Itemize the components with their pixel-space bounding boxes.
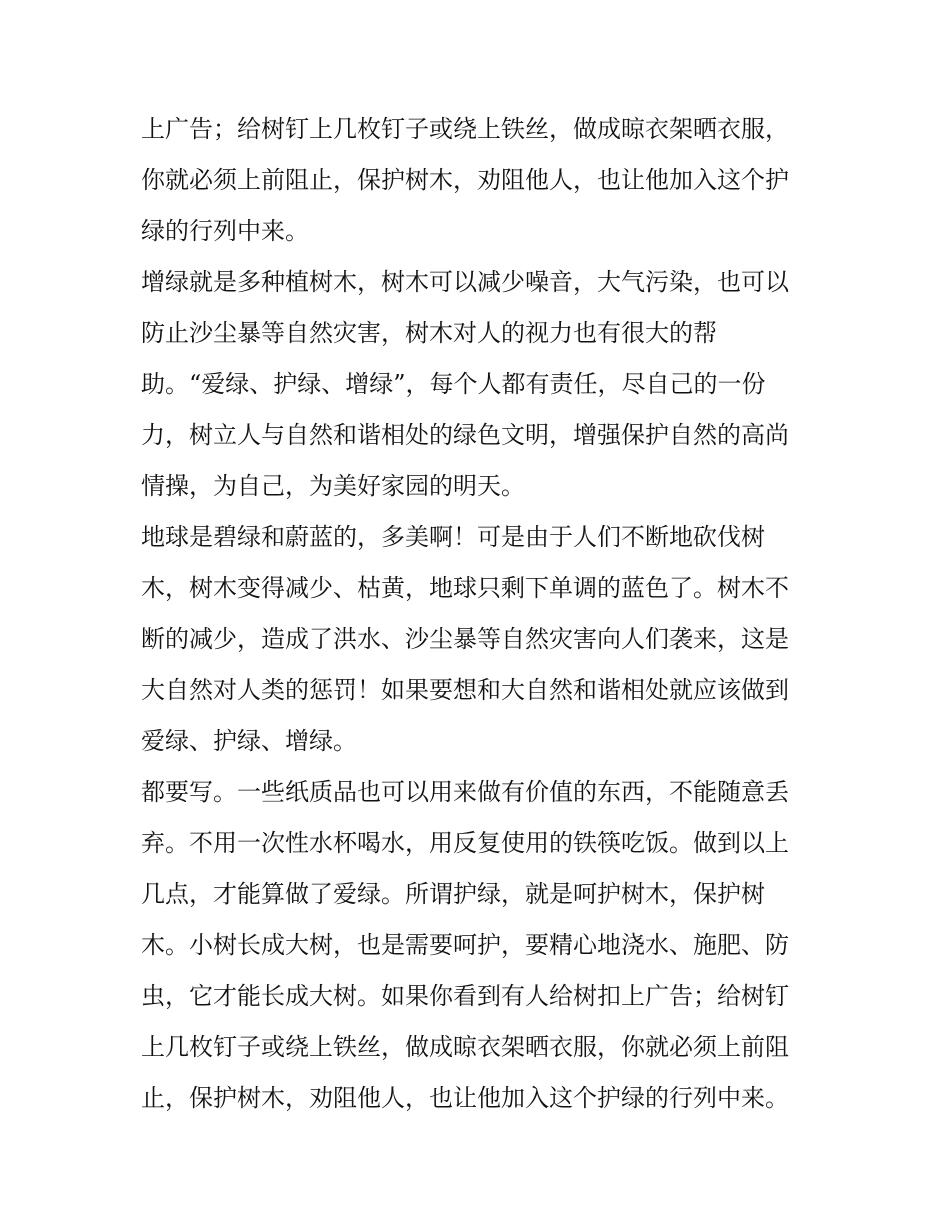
text-line: 木，树木变得减少、枯黄，地球只剩下单调的蓝色了。树木不 <box>141 574 789 602</box>
text-line: 大自然对人类的惩罚！如果要想和大自然和谐相处就应该做到 <box>141 676 789 704</box>
text-line: 上广告；给树钉上几枚钉子或绕上铁丝，做成晾衣架晒衣服， <box>141 115 789 143</box>
text-line: 助。“爱绿、护绿、增绿”，每个人都有责任，尽自己的一份 <box>141 370 766 398</box>
text-line: 几点，才能算做了爱绿。所谓护绿，就是呵护树木，保护树 <box>141 880 765 908</box>
text-line: 弃。不用一次性水杯喝水，用反复使用的铁筷吃饭。做到以上 <box>141 829 789 857</box>
text-line: 地球是碧绿和蔚蓝的，多美啊！可是由于人们不断地砍伐树 <box>141 523 765 551</box>
text-line: 防止沙尘暴等自然灾害，树木对人的视力也有很大的帮 <box>141 319 717 347</box>
text-line: 止，保护树木，劝阻他人，也让他加入这个护绿的行列中来。 <box>141 1084 789 1112</box>
text-line: 爱绿、护绿、增绿。 <box>141 727 357 755</box>
text-line: 你就必须上前阻止，保护树木，劝阻他人，也让他加入这个护 <box>141 166 789 194</box>
text-line: 力，树立人与自然和谐相处的绿色文明，增强保护自然的高尚 <box>141 421 789 449</box>
text-line: 都要写。一些纸质品也可以用来做有价值的东西，不能随意丢 <box>141 778 789 806</box>
text-line: 虫，它才能长成大树。如果你看到有人给树扣上广告；给树钉 <box>141 982 789 1010</box>
text-line: 绿的行列中来。 <box>141 217 309 245</box>
text-line: 增绿就是多种植树木，树木可以减少噪音，大气污染，也可以 <box>141 268 789 296</box>
text-line: 上几枚钉子或绕上铁丝，做成晾衣架晒衣服，你就必须上前阻 <box>141 1033 789 1061</box>
text-line: 情操，为自己，为美好家园的明天。 <box>141 472 525 500</box>
text-line: 断的减少，造成了洪水、沙尘暴等自然灾害向人们袭来，这是 <box>141 625 789 653</box>
text-line: 木。小树长成大树，也是需要呵护，要精心地浇水、施肥、防 <box>141 931 789 959</box>
document-body <box>141 104 813 1124</box>
